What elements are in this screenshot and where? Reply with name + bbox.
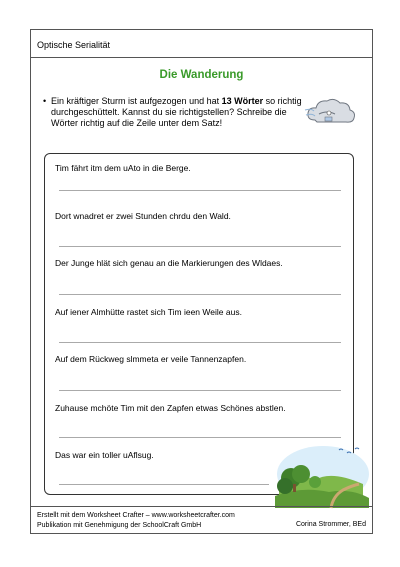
sentence-7: Das war ein toller uAflsug. xyxy=(55,450,154,460)
header-divider xyxy=(31,57,372,58)
answer-line-5[interactable] xyxy=(59,390,341,391)
worksheet-page xyxy=(30,29,373,534)
storm-cloud-icon xyxy=(303,96,357,130)
instruction-part1: Ein kräftiger Sturm ist aufgezogen und hat xyxy=(51,96,222,106)
landscape-icon xyxy=(271,440,371,510)
page-title: Die Wanderung xyxy=(159,69,244,81)
footer-author: Corina Strommer, BEd xyxy=(295,521,366,528)
footer-credits xyxy=(37,511,235,531)
header-title: Optische Serialität xyxy=(37,40,111,50)
answer-line-2[interactable] xyxy=(59,246,341,247)
instruction-part2: so richtig durchgeschüttelt. Kannst du sie richtigstellen? Schreibe die Wörter richtig auf die Zeile unter dem Satz! xyxy=(51,96,302,128)
sentence-1: Tim fährt itm dem uAto in die Berge. xyxy=(55,163,191,173)
sentence-6: Zuhause mchöte Tim mit den Zapfen etwas Schönes abstlen. xyxy=(55,403,286,413)
instruction-highlight: 13 Wörter xyxy=(221,96,264,106)
answer-line-6[interactable] xyxy=(59,437,341,438)
answer-line-3[interactable] xyxy=(59,294,341,295)
footer-line1: Erstellt mit dem Worksheet Crafter – www.worksheetcrafter.com xyxy=(37,512,235,519)
bullet-icon: • xyxy=(43,96,47,106)
sentence-5: Auf dem Rückweg slmmeta er veile Tannenzapfen. xyxy=(55,354,247,364)
sentence-2: Dort wnadret er zwei Stunden chrdu den Wald. xyxy=(55,211,231,221)
sentence-3: Der Junge hlät sich genau an die Markierungen des Wldaes. xyxy=(55,258,283,268)
instruction-text xyxy=(43,96,306,129)
footer-divider xyxy=(31,506,372,507)
answer-line-4[interactable] xyxy=(59,342,341,343)
footer-line2: Publikation mit Genehmigung der SchoolCraft GmbH xyxy=(37,522,202,529)
answer-line-1[interactable] xyxy=(59,190,341,191)
sentence-4: Auf iener Almhütte rastet sich Tim ieen Weile aus. xyxy=(55,307,242,317)
answer-line-7[interactable] xyxy=(59,484,269,485)
